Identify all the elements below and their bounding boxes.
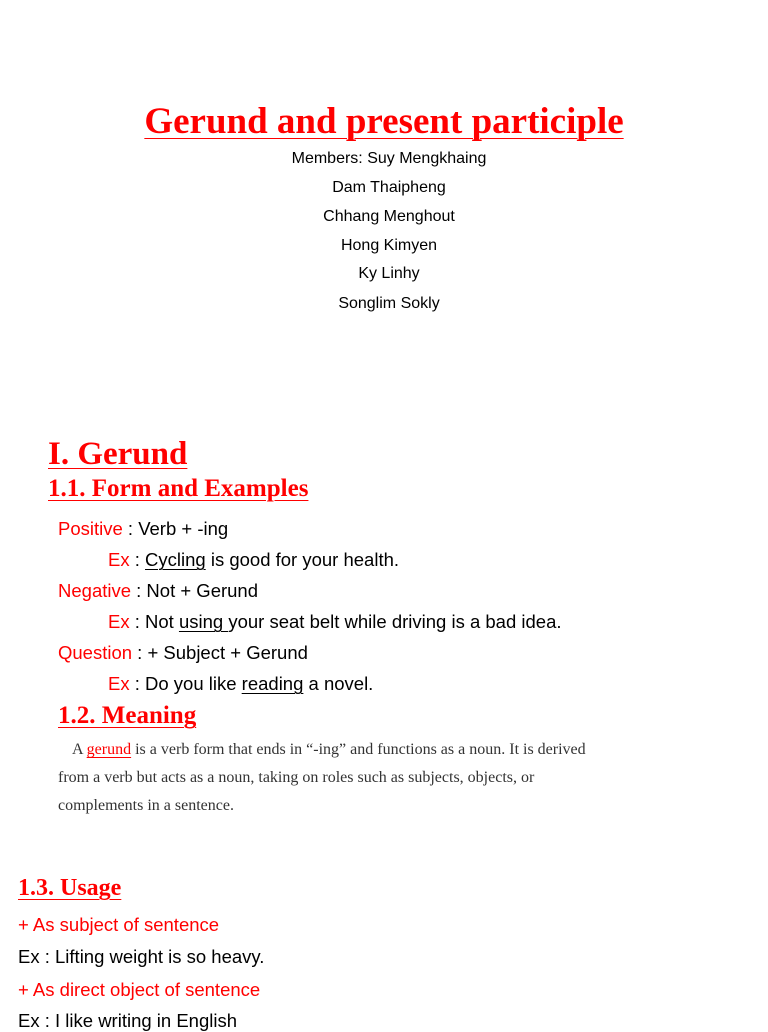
member-name: Songlim Sokly (338, 295, 440, 312)
example-keyword: Cycling (145, 549, 206, 570)
example-text: is good for your health. (205, 549, 400, 570)
example-label: Ex (108, 673, 130, 694)
subsection-heading-form: 1.1. Form and Examples (48, 475, 309, 502)
positive-label: Positive (58, 518, 123, 539)
meaning-term: gerund (86, 741, 132, 758)
negative-label: Negative (58, 580, 132, 601)
positive-rule (58, 518, 228, 540)
question-rule (58, 642, 308, 664)
question-label: Question (58, 642, 133, 663)
example-label: Ex (108, 549, 130, 570)
example-text: a novel. (303, 673, 374, 694)
section-heading-gerund: I. Gerund (48, 436, 188, 472)
example-text: : (129, 549, 146, 570)
usage-item: + As direct object of sentence (18, 979, 261, 1000)
example-text: your seat belt while driving is a bad idea. (228, 611, 562, 632)
example-text: : Do you like (129, 673, 242, 694)
negative-formula: : Not + Gerund (131, 580, 259, 601)
member-name: Suy Mengkhaing (367, 150, 487, 167)
member-name: Dam Thaipheng (332, 179, 446, 196)
negative-rule (58, 580, 258, 602)
subsection-heading-meaning: 1.2. Meaning (58, 702, 197, 729)
example-keyword: using (178, 611, 229, 632)
example-text: : Not (129, 611, 179, 632)
question-formula: : + Subject + Gerund (132, 642, 308, 663)
member-name: Chhang Menghout (323, 208, 455, 225)
usage-example: Ex : Lifting weight is so heavy. (18, 946, 265, 967)
positive-example (108, 549, 399, 571)
example-keyword: reading (241, 673, 304, 694)
usage-item: + As subject of sentence (18, 914, 220, 935)
example-label: Ex (108, 611, 130, 632)
members-label: Members: (291, 150, 363, 167)
negative-example (108, 611, 562, 633)
meaning-text: A (72, 741, 87, 758)
meaning-paragraph (58, 736, 618, 820)
members-line (0, 150, 768, 168)
meaning-text: is a verb form that ends in “-ing” and functions as a noun. It is derived from a verb but acts as a noun, taking on roles such as subjects, objects, or complements in a sentence. (58, 741, 586, 814)
positive-formula: : Verb + -ing (122, 518, 229, 539)
question-example (108, 673, 373, 695)
member-name: Hong Kimyen (340, 237, 438, 254)
member-name: Ky Linhy (358, 265, 420, 282)
usage-example: Ex : I like writing in English (18, 1010, 238, 1031)
document-title: Gerund and present participle (144, 101, 624, 142)
subsection-heading-usage: 1.3. Usage (18, 875, 122, 901)
